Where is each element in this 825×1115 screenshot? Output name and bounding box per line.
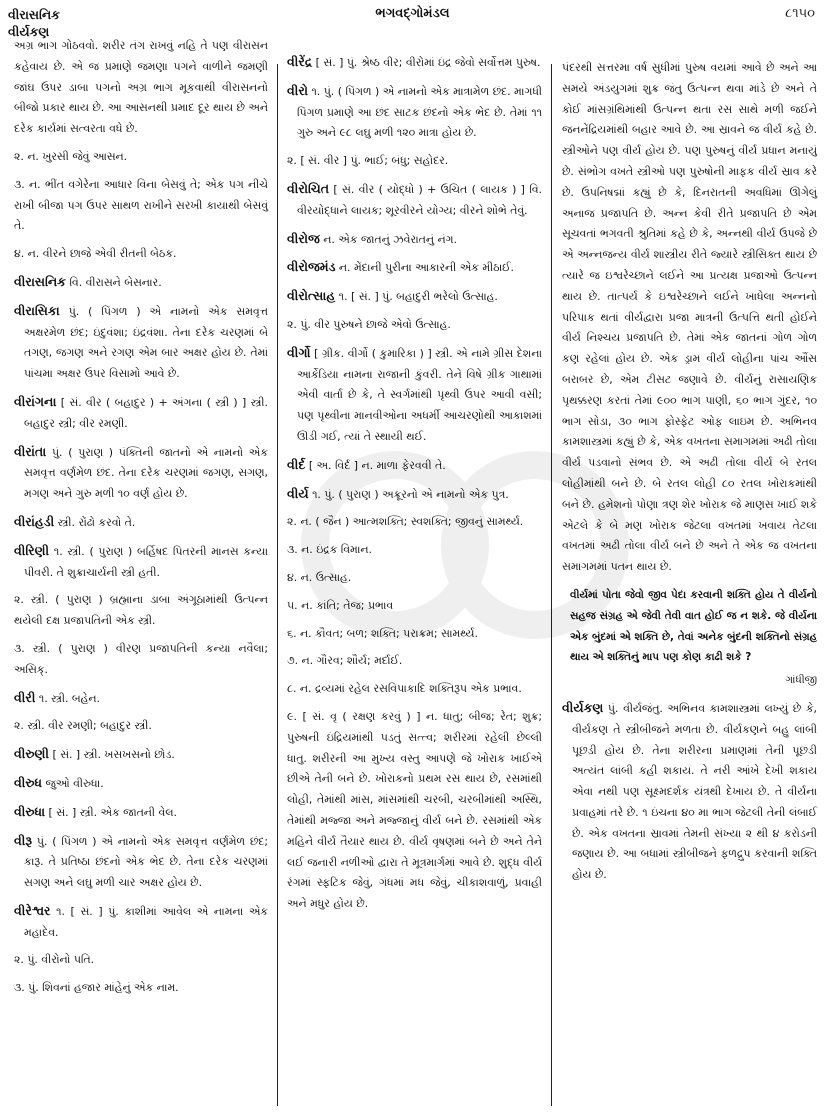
definition: [ સં. ] સ્ત્રી. ખસખસનો છોડ. [49, 748, 175, 762]
headword: વીરોજમંડ [287, 259, 336, 275]
definition: ન. મેંદાની પુરીના આકારની એક મીઠાઈ. [335, 261, 515, 275]
definition: ૧. સ્ત્રી. બહેન. [35, 691, 100, 705]
headword: વીરુધા [14, 803, 46, 819]
dictionary-entry [287, 484, 542, 506]
dictionary-entry [287, 286, 542, 308]
headword: વીરાંહડી [14, 513, 55, 529]
sense-definition: ૩. ન. ઇંદ્રક વિમાન. [287, 543, 372, 557]
definition: ૧. પું. ( પુરાણ ) અક્રૂરનો એ નામનો એક પુત્ર. [308, 487, 509, 501]
headword: વીર્ય [287, 485, 309, 501]
column-divider-2 [551, 64, 552, 1106]
dictionary-entry [14, 831, 268, 894]
sense-definition: ૩. પું. શિવનાં હજાર માંહેનું એક નામ. [14, 981, 179, 995]
definition: જુઓ વીરુધા. [42, 776, 104, 790]
page-header [0, 0, 825, 40]
dictionary-entry [14, 688, 268, 710]
definition: [ સં. વીર ( બહાદુર ) + અંગના ( સ્ત્રી ) ] સ્ત્રી. બહાદુર સ્ત્રી; વીર રમણી. [24, 395, 268, 430]
sense-definition: ૨. પું. વીરોનો પતિ. [14, 953, 95, 967]
headword: વીરેશ્વર [14, 902, 51, 918]
definition: [ સં. વીર ( યોદ્ધો ) + ઉચિત ( લાયક ) ] વિ. વીરયોદ્ધાને લાયક; શૂરવીરને યોગ્ય; વીરને શોભે તેવું. [297, 182, 542, 217]
column-1 [14, 36, 268, 1006]
dictionary-entry [287, 257, 542, 279]
dictionary-entry [14, 773, 268, 795]
column-divider-1 [277, 64, 278, 1106]
headword: વીરી [14, 689, 36, 705]
headword: વીરોચિત [287, 180, 330, 196]
dictionary-entry [14, 744, 268, 766]
definition: [ ગ્રીક. વીર્ગો ( કુમારિકા ) ] સ્ત્રી. એ નામે ગ્રીસ દેશના આર્કેડિયા નામના રાજાની કુંવરી. તેને વિષે ગ્રીક ગાથામાં એવી વાર્તા છે કે, તે સ્વર્ગમાંથી પૃથ્વી ઉપર આવી વસી; પણ પૃથ્વીના માનવીઓના અધર્મી આચરણોથી આકાશમાં ઊડી ગઈ, ત્યાં તે સ્થાયી થઈ. [297, 346, 542, 443]
dictionary-entry [287, 52, 542, 74]
sense-definition: ૪. ન. ઉત્સાહ. [287, 570, 352, 584]
definition: વિ. વીરાસને બેસનાર. [65, 275, 162, 289]
sense-definition: ૪. ન. વીરને છાજે એવી રીતની બેઠક. [14, 247, 177, 261]
dictionary-entry [287, 343, 542, 448]
sense-definition: ૨. ન. ખુરસી જેવું આસન. [14, 149, 128, 163]
sense-definition: ૩. સ્ત્રી. ( પુરાણ ) વીરણ પ્રજાપતિની કન્યા નવૈલા; અસિક્. [14, 641, 268, 676]
headword: વીરુધ [14, 774, 43, 790]
sense-definition: ૬. ન. કૌવત; બળ; શક્તિ; પરાક્રમ; સામર્થ્ય. [287, 626, 478, 640]
definition: ૧. સ્ત્રી. ( પુરાણ ) બર્હિષદ પિતરની માનસ કન્યા પીવરી. તે શુક્રાચાર્યની સ્ત્રી હતી. [24, 544, 268, 579]
definition: પું. ( પિંગળ ) એ નામનો એક સમવૃત્ત વર્ણમેળ છંદ; કારૂ. તે પ્રતિષ્ઠા છંદનો એક ભેદ છે. તેના દરેક ચરણમાં સગણ અને લઘુ મળી ચાર અક્ષર હોય છે. [24, 834, 268, 890]
headword: વીરિણી [14, 542, 50, 558]
dictionary-entry [14, 392, 268, 435]
definition: પું. ( પિંગળ ) એ નામનો એક સમવૃત્ત અક્ષરમેળ છંદ; ઇંદુવંશા; ઇંદ્રવંશા. તેના દરેક ચરણમાં બે તગણ, જગણ અને રગણ એમ બાર અક્ષર હોય છે. તેમાં પાંચમા અક્ષર ઉપર વિસામો આવે છે. [24, 304, 268, 381]
running-title: ભગવદ્ગોમંડલ [375, 6, 450, 21]
definition: ન. એક જાતનું ઝવેરાતનું નંગ. [319, 232, 457, 246]
sense-definition: ૨. સ્ત્રી. વીર રમણી; બહાદુર સ્ત્રી. [14, 719, 152, 733]
dictionary-entry [562, 698, 817, 886]
definition: ૧. [ સં. ] પું. બહાદુરી ભરેલો ઉત્સાહ. [335, 290, 498, 304]
definition: ૧. [ સં. ] પું. કાશીમાં આવેલ એ નામના એક મહાદેવ. [24, 904, 268, 939]
headword: વીરોજ [287, 230, 320, 246]
sense-definition: ૨. [ સં. વીર ] પું. ભાઈ; બંધુ; સહોદર. [287, 154, 449, 168]
definition: [ સં. ] પું. શ્રેષ્ઠ વીર; વીરોમાં ઇંદ્ર જેવો સર્વોત્તમ પુરુષ. [312, 56, 541, 69]
dictionary-entry [287, 455, 542, 477]
sense-definition: ૮. ન. દ્રવ્યમાં રહેલ રસવિપાકાદિ શક્તિરૂપ એક પ્રભાવ. [287, 682, 522, 696]
sense-definition: અગ્ર ભાગ ગોઠવવો. શરીર તંગ રાખવું નહિ તે પણ વીરાસન કહેવાય છે. એ જ પ્રમાણે જમણા પગને વાળીને જમણી જાંઘ ઉપર ડાબા પગનો અગ્ર ભાગ મૂકવાથી વીરાસનનો બીજો પ્રકાર થાય છે. આ આસનથી પ્રમાદ દૂર થાય છે અને દરેક કાર્યમાં સત્વરતા વધે છે. [14, 39, 268, 136]
sense-definition: ૨. પું. વીર પુરુષને છાજે એવો ઉત્સાહ. [287, 317, 451, 331]
quotation: વીર્યમાં પોતા જેવો જીવ પેદા કરવાની શક્તિ હોય તે વીર્યનો સહજ સંગ્રહ એ જેવી તેવી વાત હોઈ જ ન શકે. જે વીર્યના એક બુંદમાં એ શક્તિ છે, તેવાં અનેક બુંદની શક્તિનો સંગ્રહ થાય એ શક્તિનું માપ પણ કોણ કાઢી શકે ? [570, 588, 817, 664]
dictionary-entry [14, 802, 268, 824]
headword: વીરુણી [14, 746, 50, 762]
sense-definition: ૨. ન. ( જૈન ) આત્મશક્તિ; સ્વશક્તિ; જીવનું સામર્થ્ય. [287, 515, 524, 529]
headword: વીરાસિકા [14, 302, 60, 318]
sense-definition: પંદરથી સત્તરમા વર્ષ સુધીમાં પુરુષ વયમાં આવે છે અને આ સમયે અંડયુગમાં શુક્ર જંતુ ઉત્પન્ન થવા માંડે છે અને તે કોઈ માંસગ્રંથિમાંથી ઉત્પન્ન થતા રસ સાથે મળી જઈને જનનેંદ્રિયમાંથી બહાર આવે છે. આ સ્રાવને જ વીર્ય કહે છે. સ્ત્રીઓને પણ વીર્ય હોય છે. પણ પુરુષનું વીર્ય પ્રધાન મનાયું છે. સંભોગ વખતે સ્ત્રીઓ પણ પુરુષોની માફક વીર્ય સ્રાવ કરે છે. ઉપનિષદ્માં કહ્યું છે કે, દિનરાતની અવધિમાં ઊગેલું અનાજ પ્રજાપતિ છે. અન્ન કેવી રીતે પ્રજાપતિ છે એમ સૂચવતાં ભગવતી શ્રુતિમાં કહે છે કે, અન્નથી વીર્ય ઉપજે છે એ અન્નજન્ય વીર્ય શાસ્ત્રીય રીતે જ્યારે સ્ત્રીસિક્ત થાય છે ત્યારે જ ઇશ્વરેચ્છાને લઈને આ પ્રત્યક્ષ પ્રજાઓ ઉત્પન્ન થાય છે. તાત્પર્ય કે ઇશ્વરેચ્છાને લઈને ખાધેલા અન્નનો પરિપાક થતાં વીર્યદ્વારા પ્રજા માત્રની ઉત્પત્તિ થતી હોઈને વીર્ય નિશ્ચય પ્રજાપતિ છે. તેમાં એક જાતનાં ગોળ ગોળ કણ રહેલાં હોય છે. એક ડ્રામ વીર્ય લોહીના પાંચ ઔંસ બરાબર છે, એમ ટીસટ જણાવે છે. વીર્યનું રાસાયણિક પૃથક્કરણ કરતાં તેમાં ૯૦૦ ભાગ પાણી, ૬૦ ભાગ ગુંદર, ૧૦ ભાગ સોડા, ૩૦ ભાગ ફોસ્ફેટ ઓફ લાઇમ છે. અભિનવ કામશાસ્ત્રમાં કહ્યું છે કે, એક વખતના સમાગમમાં અઢી તોલા વીર્ય પડવાનો સંભવ છે. એ અઢી તોલા વીર્ય બે રતલ લોહીમાંથી બને છે. બે રતલ લોહી ૮૦ રતલ ખોરાકમાંથી બને છે. હમેશનો પોણા ત્રણ શેર ખોરાક જે માણસ ખાઈ શકે એટલે કે બે મણ ખોરાક જેટલા વખતમાં ખવાય તેટલા વખતમાં અઢી તોલા વીર્ય બને છે અને તે એક જ વખતના સમાગમમાં પતન થાય છે. [562, 61, 817, 574]
headword: વીરોત્સાહ [287, 288, 336, 304]
sense-definition: ૯. [ સં. વૃ ( રક્ષણ કરવું ) ] ન. ધાતુ; બીજ; રેત; શુક્ર; પુરુષની ઇંદ્રિયમાંથી પડતું સત્ત્વ; શરીરમાં રહેલી છેલ્લી ધાતુ. શરીરની આ મુખ્ય વસ્તુ આપણે જે ખોરાક ખાઈએ છીએ તેની બને છે. ખોરાકનો પ્રથમ રસ થાય છે, રસમાંથી લોહી, તેમાંથી માંસ, માંસમાંથી ચરબી, ચરબીમાંથી અસ્થિ, તેમાંથી મજ્જા અને મજ્જાનું વીર્ય બને છે. રસમાંથી એક મહિને વીર્ય તૈયાર થાય છે. વીર્ય વૃષણમાં બને છે અને તેને લઈ જનારી નળીઓ દ્વારા તે મૂત્રમાર્ગમાં આવે છે. શુદ્ધ વીર્ય રંગમાં સ્ફટિક જેવું, ગંધમાં મધ જેવું, ચીકાશવાળું, પ્રવાહી અને મધુર હોય છે. [287, 709, 542, 911]
sense-definition: ૩. ન. ભીંત વગેરેના આધાર વિના બેસવું તે; એક પગ નીચે રાખી બીજા પગ ઉપર સાથળ રાખીને સરખી કાયાથી બેસવું તે. [14, 177, 268, 233]
headword: વીર્ગો [287, 344, 311, 360]
sense-definition: ૫. ન. કાંતિ; તેજ; પ્રભાવ [287, 598, 394, 612]
definition: [ સં. ] સ્ત્રી. એક જાતની વેલ. [45, 805, 177, 819]
headword: વીરૂ [14, 832, 33, 848]
dictionary-entry [287, 81, 542, 144]
sense-definition: ૭. ન. ગૌરવ; શૌર્ય; મર્દાઈ. [287, 654, 403, 668]
dictionary-entry [14, 512, 268, 534]
dictionary-entry [14, 272, 268, 294]
dictionary-entry [287, 229, 542, 251]
dictionary-entry [14, 541, 268, 584]
definition: પું. ( પુરાણ ) પંક્તિની જાતનો એ નામનો એક સમવૃત્ત વર્ણમેળ છંદ. તેના દરેક ચરણમાં જગણ, સગણ, મગણ અને ગુરુ મળી ૧૦ વર્ણ હોય છે. [24, 445, 268, 501]
dictionary-entry [14, 442, 268, 505]
definition: સ્ત્રી. રોંઢો કરવો તે. [54, 515, 136, 529]
page-number: ૮૧૫૦ [785, 6, 815, 21]
guide-last-word: વીર્યકણ [8, 24, 50, 39]
definition: [ અ. વિર્દ ] ન. માળા ફેરવવી તે. [305, 458, 446, 472]
column-3 [562, 58, 817, 893]
headword: વીર્યકણ [562, 699, 604, 715]
definition: પું. વીર્યજંતુ. અભિનવ કામશાસ્ત્રમાં લખ્યું છે કે, વીર્યકણ તે સ્ત્રીબીજને મળતા છે. વીર્યકણને બહુ લાંબી પૂછડી હોય છે. તેના શરીરના પ્રમાણમાં તેની પૂછડી અત્યંત લાંબી કહી શકાય. તે નરી આંખે દેખી શકાય એવા નથી પણ સૂક્ષ્મદર્શક યંત્રથી દેખાય છે. તે વીર્યના પ્રવાહમાં તરે છે. ૧ ઇંચના ૪૦ મા ભાગ જેટલી તેની લંબાઈ છે. એક વખતના સ્રાવમાં તેમની સંખ્યા ૨ થી ૪ કરોડની જણાય છે. આ બધામાં સ્ત્રીબીજને ફળદ્રુપ કરવાની શક્તિ હોય છે. [572, 701, 817, 882]
dictionary-entry [14, 901, 268, 944]
sense-definition: ૨. સ્ત્રી. ( પુરાણ ) બ્રહ્માના ડાબા અંગૂઠામાંથી ઉત્પન્ન થયેલી દક્ષ પ્રજાપતિની એક સ્ત્રી. [14, 593, 268, 628]
dictionary-entry [287, 179, 542, 222]
definition: ૧. પું. ( પિંગળ ) એ નામનો એક માત્રામેળ છંદ. માગધી પિંગળ પ્રમાણે આ છંદ સાટક છંદનો એક ભેદ છે. તેમાં ૧૧ ગુરુ અને ૯૮ લઘુ મળી ૧૨૦ માત્રા હોય છે. [297, 84, 542, 140]
guide-first-word: વીરાસનિક [8, 7, 60, 22]
headword: વીરાંતા [14, 443, 47, 459]
headword: વીરાસનિક [14, 273, 66, 289]
dictionary-entry [14, 301, 268, 385]
column-2 [287, 52, 542, 922]
headword: વીરેંદ્ર [287, 54, 313, 69]
headword: વીરાંગના [14, 393, 57, 409]
headword: વીર્દ [287, 456, 306, 472]
quote-attribution: ગાંધીજી [785, 674, 817, 687]
headword: વીરો [287, 82, 308, 98]
